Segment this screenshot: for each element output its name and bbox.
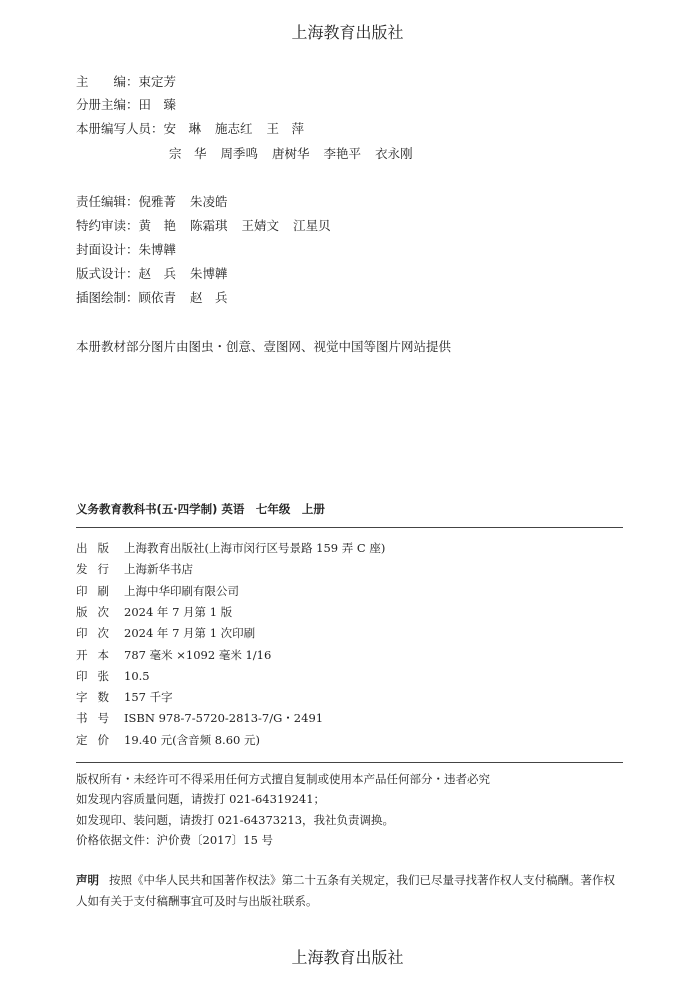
detail-row bbox=[76, 541, 385, 556]
credit-label: 版式设计： bbox=[76, 266, 139, 281]
credit-name: 倪雅菁 bbox=[138, 194, 177, 209]
detail-key: 印次 bbox=[76, 626, 119, 641]
credit-name: 唐树华 bbox=[272, 146, 310, 161]
declaration-label: 声明 bbox=[76, 873, 99, 887]
detail-key: 版次 bbox=[76, 604, 119, 619]
detail-value: 上海教育出版社(上海市闵行区号景路 159 弄 C 座) bbox=[124, 541, 386, 555]
credit-row bbox=[76, 97, 190, 113]
detail-row bbox=[76, 733, 260, 748]
publisher-header: 上海教育出版社 bbox=[291, 23, 404, 42]
detail-row bbox=[76, 562, 193, 577]
image-credit: 本册教材部分图片由图虫・创意、壹图网、视觉中国等图片网站提供 bbox=[76, 339, 452, 354]
credit-label: 插图绘制： bbox=[76, 290, 139, 305]
credit-name: 朱博韡 bbox=[190, 266, 228, 281]
detail-value: 上海中华印刷有限公司 bbox=[124, 583, 239, 598]
credit-name: 宗 华 bbox=[169, 146, 207, 161]
detail-value: 787 毫米 ×1092 毫米 1/16 bbox=[124, 647, 272, 662]
credit-name: 王 萍 bbox=[266, 121, 305, 136]
detail-row bbox=[76, 711, 323, 726]
credit-row bbox=[76, 194, 242, 210]
credit-row bbox=[76, 290, 242, 306]
credit-label: 本册编写人员： bbox=[76, 121, 164, 136]
credit-row bbox=[76, 266, 242, 282]
credit-name: 黄 艳 bbox=[138, 218, 177, 233]
credit-label: 分册主编： bbox=[76, 97, 139, 112]
detail-row bbox=[76, 584, 239, 599]
credit-name: 江星贝 bbox=[293, 218, 331, 233]
detail-value: 157 千字 bbox=[124, 690, 173, 705]
credit-name: 李艳平 bbox=[323, 146, 362, 161]
declaration-text: 按照《中华人民共和国著作权法》第二十五条有关规定，我们已尽量寻找著作权人支付稿酬。著作权人如有关于支付稿酬事宜可及时与出版社联系。 bbox=[76, 873, 615, 908]
detail-key: 开本 bbox=[76, 647, 119, 662]
credit-name: 顾依青 bbox=[138, 290, 177, 305]
detail-value: 10.5 bbox=[124, 668, 150, 683]
detail-key: 印张 bbox=[76, 668, 119, 683]
detail-key: 发行 bbox=[76, 562, 119, 577]
detail-value: 19.40 元(含音频 8.60 元) bbox=[124, 732, 260, 747]
credit-name: 王婧文 bbox=[241, 218, 280, 233]
credit-name: 陈霜琪 bbox=[190, 218, 228, 233]
credit-name: 周季鸣 bbox=[220, 146, 259, 161]
copyright-line: 版权所有・未经许可不得采用任何方式擅自复制或使用本产品任何部分・违者必究 bbox=[76, 772, 490, 786]
detail-value: 上海新华书店 bbox=[124, 562, 193, 577]
divider bbox=[76, 762, 623, 763]
credit-label: 责任编辑： bbox=[76, 194, 139, 209]
detail-value: ISBN 978-7-5720-2813-7/G・2491 bbox=[124, 711, 324, 726]
copyright-line: 价格依据文件：沪价费〔2017〕15 号 bbox=[76, 832, 274, 847]
credit-name: 施志红 bbox=[215, 121, 253, 136]
credit-name: 田 臻 bbox=[138, 97, 177, 112]
series-title: 义务教育教科书(五·四学制) 英语 七年级 上册 bbox=[76, 502, 325, 516]
credit-row bbox=[76, 74, 190, 90]
detail-key: 定价 bbox=[76, 732, 119, 747]
detail-row bbox=[76, 669, 150, 684]
detail-key: 出版 bbox=[76, 541, 119, 555]
credit-name: 束定芳 bbox=[138, 74, 177, 89]
credit-name: 朱博韡 bbox=[138, 242, 177, 257]
credit-row bbox=[76, 146, 427, 162]
credit-row bbox=[76, 121, 318, 137]
declaration bbox=[76, 870, 624, 911]
copyright-line: 如发现印、装问题，请拨打 021-64373213，我社负责调换。 bbox=[76, 812, 395, 827]
detail-row bbox=[76, 648, 271, 663]
detail-value: 2024 年 7 月第 1 版 bbox=[124, 604, 233, 619]
detail-row bbox=[76, 690, 173, 705]
credit-name: 赵 兵 bbox=[190, 290, 228, 305]
credit-label: 封面设计： bbox=[76, 242, 139, 257]
credit-row bbox=[76, 242, 190, 258]
credit-name: 衣永刚 bbox=[375, 146, 413, 161]
detail-key: 印刷 bbox=[76, 583, 119, 598]
detail-row bbox=[76, 605, 232, 620]
credit-label: 主 编： bbox=[76, 74, 139, 89]
credit-row bbox=[76, 218, 345, 234]
credit-name: 赵 兵 bbox=[138, 266, 177, 281]
detail-key: 书号 bbox=[76, 711, 119, 726]
credit-label: 特约审读： bbox=[76, 218, 139, 233]
detail-key: 字数 bbox=[76, 690, 119, 705]
divider bbox=[76, 527, 623, 528]
detail-row bbox=[76, 626, 255, 641]
publisher-footer: 上海教育出版社 bbox=[291, 948, 404, 967]
credit-name: 朱凌皓 bbox=[190, 194, 228, 209]
detail-value: 2024 年 7 月第 1 次印刷 bbox=[124, 626, 256, 641]
copyright-line: 如发现内容质量问题，请拨打 021-64319241； bbox=[76, 792, 326, 807]
credit-name: 安 琳 bbox=[163, 121, 202, 136]
